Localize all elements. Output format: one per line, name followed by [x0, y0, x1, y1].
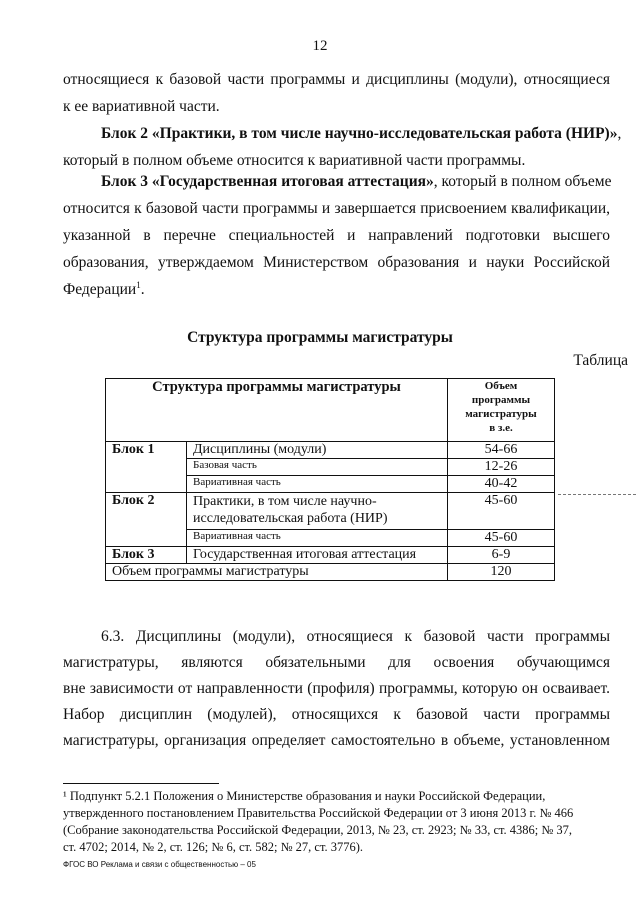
block3-paragraph — [63, 168, 610, 303]
text-line — [63, 195, 610, 222]
footnote-line: (Собрание законодательства Российской Федерации, 2013, № 23, ст. 2923; № 33, ст. 4386; № 37, — [63, 823, 573, 837]
text-line — [63, 624, 610, 650]
row-value: 45-60 — [448, 530, 555, 547]
table-header-row — [106, 379, 555, 442]
text-line — [63, 93, 610, 120]
intro-paragraph — [63, 66, 610, 120]
text-segment: вне зависимости от направленности (профиля) программы, которую он осваивает. — [63, 680, 610, 697]
bold-text: Блок 3 «Государственная итоговая аттестация» — [101, 173, 434, 190]
header-structure: Структура программы магистратуры — [106, 379, 448, 442]
row-name: Практики, в том числе научно-исследовательская работа (НИР) — [187, 493, 448, 530]
footnote-divider — [63, 783, 219, 784]
table-caption: Таблица — [573, 352, 628, 369]
section-6-3-paragraph — [63, 624, 610, 754]
text-line — [63, 120, 622, 147]
document-footer: ФГОС ВО Реклама и связи с общественностью – 05 — [63, 860, 256, 869]
text-line — [63, 276, 610, 303]
footnote-line: утвержденного постановлением Правительства Российской Федерации от 3 июня 2013 г. № 466 — [63, 806, 574, 820]
block-label: Блок 3 — [106, 547, 187, 564]
table-total-row — [106, 564, 555, 581]
text-segment: . — [140, 281, 145, 298]
scan-dash-mark — [558, 494, 636, 495]
total-value: 120 — [448, 564, 555, 581]
text-segment: относится к базовой части программы и завершается присвоением квалификации, — [63, 200, 610, 217]
row-name: Дисциплины (модули) — [187, 442, 448, 459]
row-name: Государственная итоговая аттестация — [187, 547, 448, 564]
page-number: 12 — [312, 38, 328, 54]
text-segment: магистратуры, являются обязательными для освоения обучающимся — [63, 654, 610, 671]
text-line — [63, 702, 610, 728]
block2-paragraph — [63, 120, 622, 174]
row-value: 54-66 — [448, 442, 555, 459]
text-segment: , который в полном объеме — [433, 173, 612, 190]
text-segment: к ее вариативной части. — [63, 98, 220, 115]
text-segment: 6.3. Дисциплины (модули), относящиеся к базовой части программы — [101, 628, 610, 645]
total-label: Объем программы магистратуры — [106, 564, 448, 581]
text-line — [63, 249, 610, 276]
footnote-ref: 1 — [136, 279, 141, 290]
text-segment: магистратуры, организация определяет самостоятельно в объеме, установленном — [63, 732, 610, 749]
text-line — [63, 650, 610, 676]
text-segment: , — [617, 125, 622, 142]
bold-text: Блок 2 «Практики, в том числе научно-исследовательская работа (НИР)» — [101, 125, 618, 142]
text-segment: образования, утверждаемом Министерством образования и науки Российской — [63, 254, 610, 271]
text-segment: указанной в перечне специальностей и направлений подготовки высшего — [63, 227, 610, 244]
header-volume-line: Объем — [484, 380, 518, 392]
row-value: 12-26 — [448, 459, 555, 476]
text-segment: Федерации — [63, 281, 137, 298]
row-name: Вариативная часть — [187, 476, 448, 493]
text-line — [63, 66, 610, 93]
text-line — [63, 168, 610, 195]
text-line — [63, 728, 610, 754]
header-volume-line: в з.е. — [489, 422, 513, 434]
text-segment: относящиеся к базовой части программы и дисциплины (модули), относящиеся — [63, 71, 610, 88]
footnote — [63, 788, 610, 856]
row-name: Базовая часть — [187, 459, 448, 476]
text-segment: который в полном объеме относится к вариативной части программы. — [63, 152, 526, 169]
row-name: Вариативная часть — [187, 530, 448, 547]
table-heading: Структура программы магистратуры — [187, 329, 453, 346]
footnote-line: ст. 4702; 2014, № 2, ст. 126; № 6, ст. 582; № 27, ст. 3776). — [63, 840, 364, 854]
table-row — [106, 442, 555, 459]
text-segment: Набор дисциплин (модулей), относящихся к базовой части программы — [63, 706, 610, 723]
row-value: 45-60 — [448, 493, 555, 530]
block-label: Блок 2 — [106, 493, 187, 547]
text-line — [63, 676, 610, 702]
block-label: Блок 1 — [106, 442, 187, 493]
footnote-line: ¹ Подпункт 5.2.1 Положения о Министерстве образования и науки Российской Федерации, — [63, 789, 546, 803]
table-row — [106, 547, 555, 564]
row-value: 6-9 — [448, 547, 555, 564]
header-volume-line: магистратуры — [465, 408, 537, 420]
table-row — [106, 493, 555, 530]
program-structure-table — [105, 378, 555, 581]
header-volume-line: программы — [471, 394, 531, 406]
row-value: 40-42 — [448, 476, 555, 493]
text-line — [63, 222, 610, 249]
header-volume — [448, 379, 555, 442]
